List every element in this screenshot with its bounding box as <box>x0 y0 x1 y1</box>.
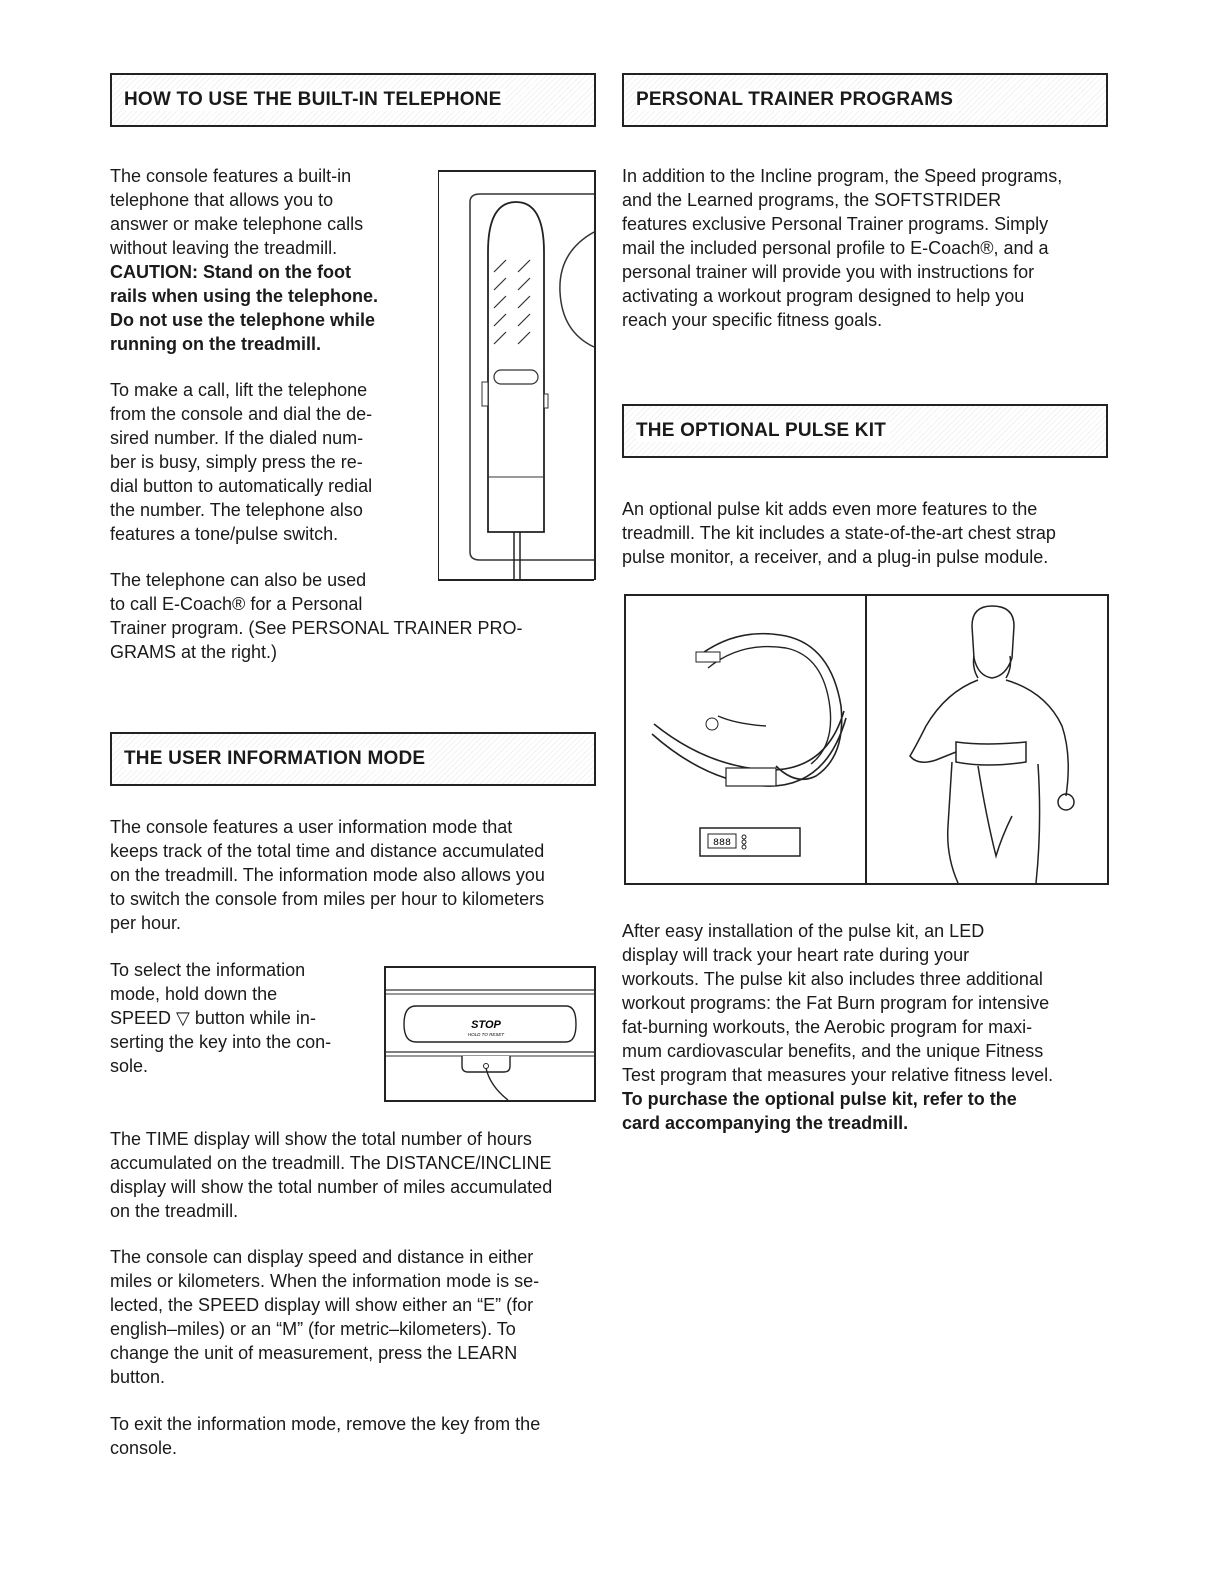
user-info-intro-paragraph <box>110 815 596 935</box>
text-line: reach your specific fitness goals. <box>622 310 883 330</box>
text-line: to call E-Coach® for a Personal <box>110 594 363 614</box>
text-line: fat-burning workouts, the Aerobic program for maxi- <box>622 1017 1033 1037</box>
text-line: To make a call, lift the telephone <box>110 380 368 400</box>
telephone-illustration <box>438 170 596 580</box>
text-line: display will track your heart rate during your <box>622 945 970 965</box>
pulse-section-header <box>622 404 1108 458</box>
text-line: and the Learned programs, the SOFTSTRIDER <box>622 190 1002 210</box>
caution-line: CAUTION: Stand on the foot <box>110 262 351 282</box>
stop-label: STOP <box>471 1019 501 1031</box>
caution-line: rails when using the telephone. <box>110 286 379 306</box>
text-line: sole. <box>110 1056 149 1076</box>
user-info-section-title: THE USER INFORMATION MODE <box>124 748 429 770</box>
text-line: english–miles) or an “M” (for metric–kilometers). To <box>110 1319 516 1339</box>
text-line: Trainer program. (See PERSONAL TRAINER PRO- <box>110 618 523 638</box>
trainer-section-title: PERSONAL TRAINER PROGRAMS <box>636 89 957 111</box>
text-line: After easy installation of the pulse kit, an LED <box>622 921 985 941</box>
user-info-select-paragraph <box>110 958 380 1078</box>
telephone-ecoach-paragraph <box>110 568 590 664</box>
text-line: display will show the total number of miles accumulated <box>110 1177 553 1197</box>
telephone-handset-drawing <box>438 172 594 582</box>
text-line: ber is busy, simply press the re- <box>110 452 363 472</box>
telephone-intro-paragraph <box>110 164 430 356</box>
pulse-kit-drawing <box>626 596 1107 883</box>
text-line: The console features a user information mode that <box>110 817 513 837</box>
text-line: treadmill. The kit includes a state-of-the-art chest strap <box>622 523 1056 543</box>
text-line: mode, hold down the <box>110 984 278 1004</box>
text-line: on the treadmill. <box>110 1201 239 1221</box>
text-line: workouts. The pulse kit also includes three additional <box>622 969 1043 989</box>
text-line: dial button to automatically redial <box>110 476 373 496</box>
pulse-led-paragraph <box>622 919 1112 1135</box>
text-line: lected, the SPEED display will show either an “E” (for <box>110 1295 534 1315</box>
text-line: button. <box>110 1367 166 1387</box>
text-line: features a tone/pulse switch. <box>110 524 339 544</box>
text-line: workout programs: the Fat Burn program for intensive <box>622 993 1050 1013</box>
text-line: to switch the console from miles per hour to kilometers <box>110 889 545 909</box>
pulse-section-title: THE OPTIONAL PULSE KIT <box>636 420 890 442</box>
trainer-paragraph <box>622 164 1112 332</box>
text-line: serting the key into the con- <box>110 1032 332 1052</box>
text-line: answer or make telephone calls <box>110 214 364 234</box>
user-info-exit-paragraph <box>110 1412 596 1460</box>
pulse-intro-paragraph <box>622 497 1112 569</box>
text-line: The telephone can also be used <box>110 570 367 590</box>
telephone-section-header <box>110 73 596 127</box>
led-readout: 888 <box>712 838 732 849</box>
user-info-units-paragraph <box>110 1245 596 1389</box>
telephone-section-title: HOW TO USE THE BUILT-IN TELEPHONE <box>124 89 505 111</box>
user-info-section-header <box>110 732 596 786</box>
stop-button-drawing <box>386 968 594 1100</box>
text-line: per hour. <box>110 913 182 933</box>
text-line: console. <box>110 1438 178 1458</box>
text-line: personal trainer will provide you with instructions for <box>622 262 1035 282</box>
text-line: The TIME display will show the total number of hours <box>110 1129 532 1149</box>
purchase-note-line: To purchase the optional pulse kit, refer to the <box>622 1089 1017 1109</box>
user-info-display-paragraph <box>110 1127 596 1223</box>
text-line: An optional pulse kit adds even more features to the <box>622 499 1038 519</box>
text-line: The console features a built-in <box>110 166 352 186</box>
console-key-illustration <box>384 966 596 1102</box>
caution-line: Do not use the telephone while <box>110 310 376 330</box>
text-line: change the unit of measurement, press the LEARN <box>110 1343 518 1363</box>
text-line: The console can display speed and distance in either <box>110 1247 534 1267</box>
text-line: without leaving the treadmill. <box>110 238 338 258</box>
purchase-note-line: card accompanying the treadmill. <box>622 1113 909 1133</box>
text-line: from the console and dial the de- <box>110 404 373 424</box>
text-line: the number. The telephone also <box>110 500 363 520</box>
text-line: sired number. If the dialed num- <box>110 428 364 448</box>
caution-line: running on the treadmill. <box>110 334 321 354</box>
text-line: In addition to the Incline program, the Speed programs, <box>622 166 1063 186</box>
text-line: Test program that measures your relative fitness level. <box>622 1065 1054 1085</box>
text-line: SPEED ▽ button while in- <box>110 1008 316 1028</box>
text-line: To select the information <box>110 960 306 980</box>
receiver-icon <box>700 828 800 856</box>
stop-sublabel: HOLD TO RESET <box>467 1032 505 1037</box>
text-line: mum cardiovascular benefits, and the unique Fitness <box>622 1041 1044 1061</box>
text-line: accumulated on the treadmill. The DISTANCE/INCLINE <box>110 1153 552 1173</box>
text-line: activating a workout program designed to help you <box>622 286 1025 306</box>
text-line: To exit the information mode, remove the key from the <box>110 1414 541 1434</box>
text-line: on the treadmill. The information mode also allows you <box>110 865 545 885</box>
text-line: GRAMS at the right.) <box>110 642 278 662</box>
runner-figure-icon <box>910 606 1074 883</box>
trainer-section-header <box>622 73 1108 127</box>
text-line: telephone that allows you to <box>110 190 334 210</box>
pulse-kit-illustration <box>624 594 1109 885</box>
chest-strap-icon <box>652 634 846 786</box>
text-line: features exclusive Personal Trainer programs. Simply <box>622 214 1049 234</box>
text-line: pulse monitor, a receiver, and a plug-in pulse module. <box>622 547 1049 567</box>
telephone-call-paragraph <box>110 378 430 546</box>
text-line: mail the included personal profile to E-Coach®, and a <box>622 238 1049 258</box>
text-line: keeps track of the total time and distance accumulated <box>110 841 545 861</box>
text-line: miles or kilometers. When the information mode is se- <box>110 1271 540 1291</box>
